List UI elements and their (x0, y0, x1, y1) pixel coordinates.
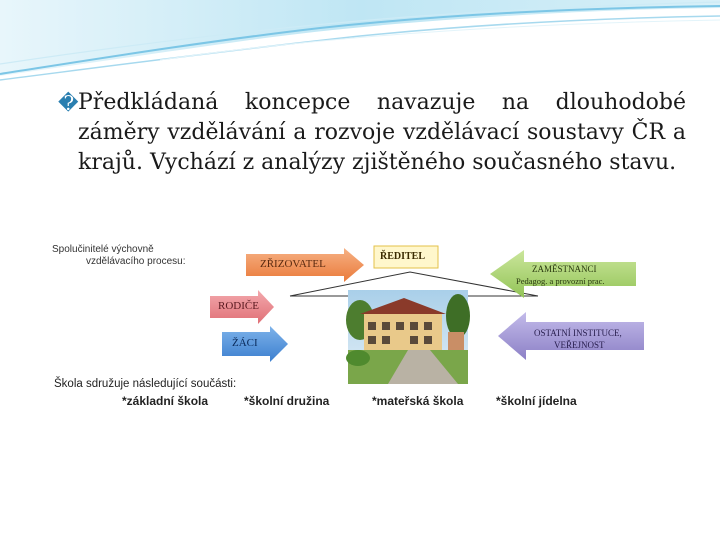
partners-label-line2: vzdělávacího procesu: (86, 256, 186, 267)
bullet-text: Předkládaná koncepce navazuje na dlouhodobé záměry vzdělávání a rozvoje vzdělávací soustavy ČR a krajů. Vychází z analýzy zjištěného současného stavu. (78, 90, 686, 175)
component-skolni-druzina: *školní družina (244, 394, 330, 408)
rodice-label: RODIČE (218, 300, 259, 312)
header-swoosh-decoration (0, 0, 720, 90)
bullet-paragraph (60, 88, 686, 178)
ostatni-label-line1: OSTATNÍ INSTITUCE, (534, 328, 622, 338)
school-partners-diagram (38, 232, 666, 428)
school-building-photo (346, 290, 470, 384)
zamestnanci-label-line1: ZAMĚSTNANCI (532, 264, 597, 274)
zrizovatel-label: ZŘIZOVATEL (260, 258, 326, 270)
zaci-label: ŽÁCI (232, 337, 258, 349)
partners-label-line1: Spolučinitelé výchovně (52, 244, 154, 255)
ostatni-label-line2: VEŘEJNOST (554, 340, 605, 350)
reditel-label: ŘEDITEL (380, 251, 426, 262)
bullet-icon: � (58, 91, 79, 115)
component-skolni-jidelna: *školní jídelna (496, 394, 577, 408)
zamestnanci-label-line2: Pedagog. a provozní prac. (516, 276, 605, 286)
component-materska-skola: *mateřská škola (372, 394, 464, 408)
school-components-label: Škola sdružuje následující součásti: (54, 378, 237, 390)
component-zakladni-skola: *základní škola (122, 394, 209, 408)
